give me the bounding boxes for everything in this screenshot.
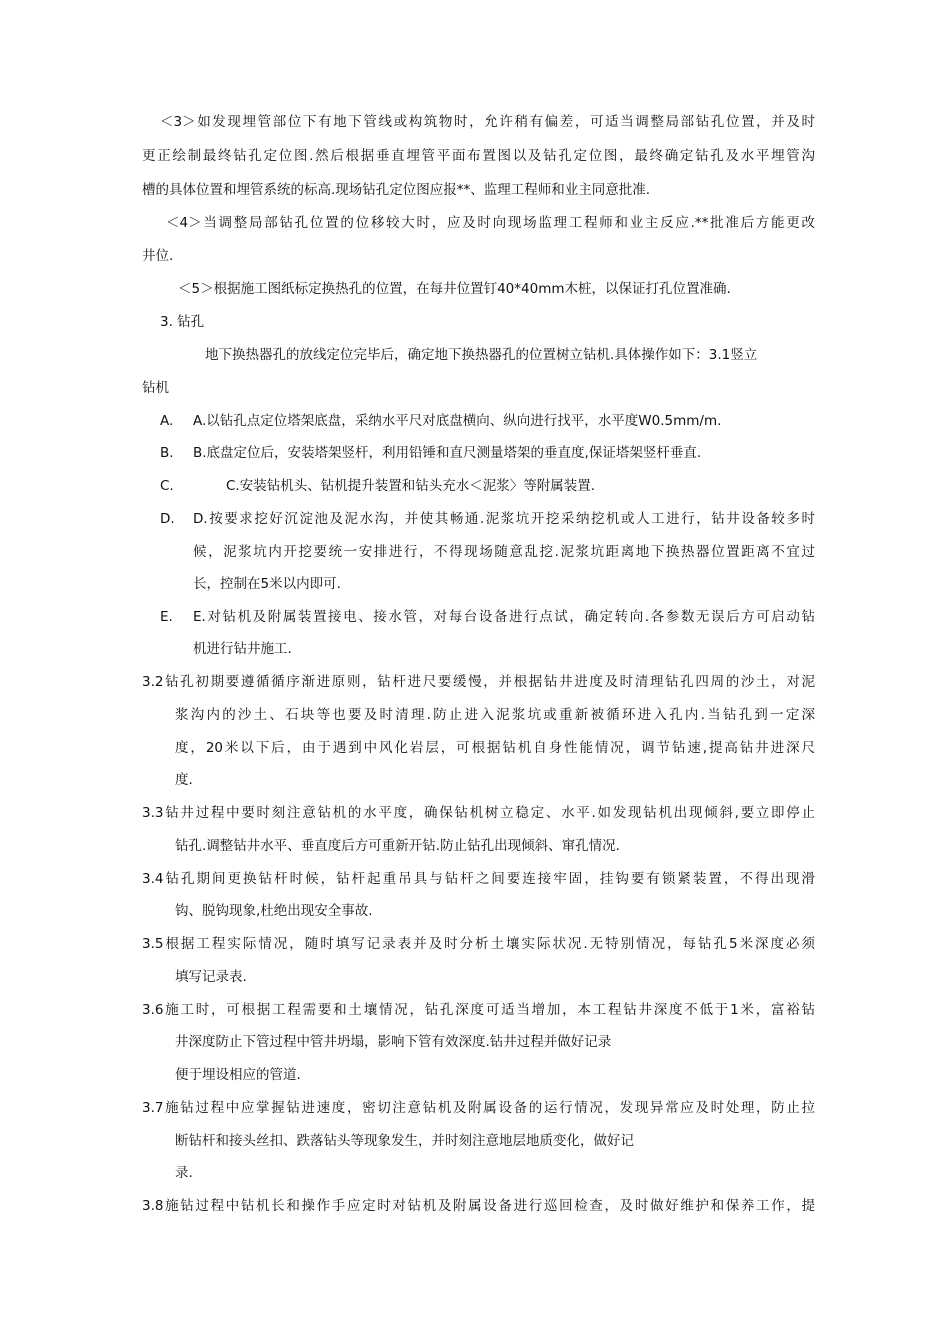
section-3-5-line-2: 填写记录表. bbox=[175, 969, 247, 985]
item-a-marker: A. bbox=[160, 413, 174, 429]
item-e-marker: E. bbox=[160, 609, 173, 625]
item-b-line-1: B.底盘定位后，安装塔架竖杆，利用铅锤和直尺测量塔架的垂直度,保证塔架竖杆垂直. bbox=[193, 445, 702, 461]
item-c-marker: C. bbox=[160, 478, 174, 494]
section-3-intro-line-2: 钻机 bbox=[142, 380, 169, 396]
section-3-heading: 3. 钻孔 bbox=[160, 314, 205, 330]
item-e-line-1: E.对钻机及附属装置接电、接水管，对每台设备进行点试，确定转向.各参数无误后方可启动钻 bbox=[193, 609, 815, 625]
section-3-3-line-2: 钻孔.调整钻井水平、垂直度后方可重新开钻.防止钻孔出现倾斜、窜孔情况. bbox=[175, 838, 620, 854]
section-3-7-line-1: 3.7施钻过程中应掌握钻进速度，密切注意钻机及附属设备的运行情况，发现异常应及时处理，防止拉 bbox=[142, 1100, 815, 1116]
item-e-line-2: 机进行钻井施工. bbox=[193, 641, 292, 657]
paragraph-4-line-1: ＜4＞当调整局部钻孔位置的位移较大时，应及时向现场监理工程师和业主反应.**批准后方能更改 bbox=[166, 215, 815, 231]
section-3-6-line-1: 3.6施工时，可根据工程需要和土壤情况，钻孔深度可适当增加，本工程钻井深度不低于1米，富裕钻 bbox=[142, 1002, 815, 1018]
paragraph-4-line-2: 井位. bbox=[142, 248, 174, 264]
section-3-3-line-1: 3.3钻井过程中要时刻注意钻机的水平度，确保钻机树立稳定、水平.如发现钻机出现倾斜,要立即停止 bbox=[142, 805, 815, 821]
item-a-line-1: A.以钻孔点定位塔架底盘，采纳水平尺对底盘横向、纵向进行找平，水平度W0.5mm/m. bbox=[193, 413, 722, 429]
section-3-2-line-4: 度. bbox=[175, 772, 193, 788]
item-d-line-3: 长，控制在5米以内即可. bbox=[193, 576, 341, 592]
section-3-7-line-2: 断钻杆和接头丝扣、跌落钻头等现象发生，并时刻注意地层地质变化，做好记 bbox=[175, 1133, 634, 1149]
item-c-line-1: C.安装钻机头、钻机提升装置和钻头充水＜泥浆〉等附属装置. bbox=[226, 478, 596, 494]
paragraph-3-line-2: 更正绘制最终钻孔定位图.然后根据垂直埋管平面布置图以及钻孔定位图，最终确定钻孔及水平埋管沟 bbox=[142, 148, 815, 164]
section-3-6-line-2: 井深度防止下管过程中管井坍塌，影响下管有效深度.钻井过程并做好记录 bbox=[175, 1034, 612, 1050]
paragraph-3-line-3: 槽的具体位置和埋管系统的标高.现场钻孔定位图应报**、监理工程师和业主同意批准. bbox=[142, 182, 651, 198]
item-d-line-1: D.按要求挖好沉淀池及泥水沟，并使其畅通.泥浆坑开挖采纳挖机或人工进行，钻井设备较多时 bbox=[193, 511, 815, 527]
section-3-5-line-1: 3.5根据工程实际情况，随时填写记录表并及时分析土壤实际状况.无特别情况，每钻孔5米深度必须 bbox=[142, 936, 815, 952]
section-3-2-line-2: 浆沟内的沙土、石块等也要及时清理.防止进入泥浆坑或重新被循环进入孔内.当钻孔到一定深 bbox=[175, 707, 815, 723]
section-3-4-line-1: 3.4钻孔期间更换钻杆时候，钻杆起重吊具与钻杆之间要连接牢固，挂钩要有锁紧装置，不得出现滑 bbox=[142, 871, 815, 887]
item-d-marker: D. bbox=[160, 511, 175, 527]
section-3-2-line-1: 3.2钻孔初期要遵循循序渐进原则，钻杆进尺要缓慢，并根据钻井进度及时清理钻孔四周的沙土，对泥 bbox=[142, 674, 815, 690]
item-d-line-2: 候，泥浆坑内开挖要统一安排进行，不得现场随意乱挖.泥浆坑距离地下换热器位置距离不宜过 bbox=[193, 544, 815, 560]
section-3-6-line-3: 便于埋设相应的管道. bbox=[175, 1067, 301, 1083]
section-3-4-line-2: 钩、脱钩现象,杜绝出现安全事故. bbox=[175, 903, 373, 919]
section-3-intro-line-1: 地下换热器孔的放线定位完毕后，确定地下换热器孔的位置树立钻机.具体操作如下：3.1竖立 bbox=[205, 347, 758, 363]
section-3-8-line-1: 3.8施钻过程中钻机长和操作手应定时对钻机及附属设备进行巡回检查，及时做好维护和保养工作，提 bbox=[142, 1198, 815, 1214]
item-b-marker: B. bbox=[160, 445, 174, 461]
section-3-7-line-3: 录. bbox=[175, 1165, 193, 1181]
paragraph-5-line-1: ＜5＞根据施工图纸标定换热孔的位置，在每井位置钉40*40mm木桩，以保证打孔位置准确. bbox=[178, 281, 731, 297]
section-3-2-line-3: 度，20米以下后，由于遇到中风化岩层，可根据钻机自身性能情况，调节钻速,提高钻井进深尺 bbox=[175, 740, 815, 756]
paragraph-3-line-1: ＜3＞如发现埋管部位下有地下管线或构筑物时，允许稍有偏差，可适当调整局部钻孔位置，并及时 bbox=[160, 114, 815, 130]
